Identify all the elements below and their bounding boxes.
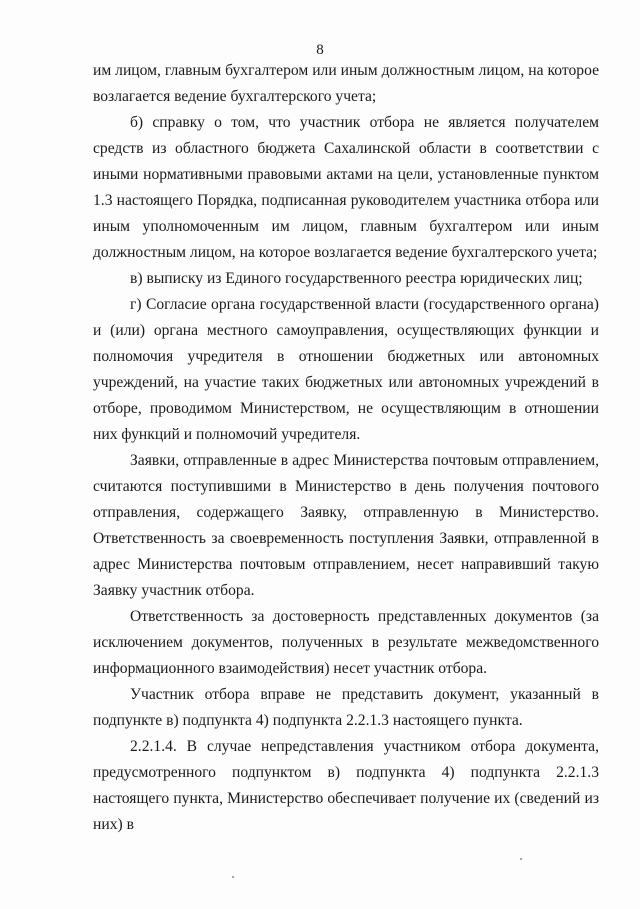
scan-speck [232, 876, 234, 878]
page-number: 8 [316, 42, 324, 58]
document-body [93, 58, 599, 838]
paragraph-item-g: г) Согласие органа государственной власти (государственного органа) и (или) органа местного самоуправления, осуществляющих функции и полномочия учредителя в отношении бюджетных или автономных учреждений, на участие таких бюджетных или автономных учреждений в отборе, проводимом Министерством, не осуществляющим в отношении них функций и полномочий учредителя. [93, 296, 599, 443]
paragraph-item-b: б) справку о том, что участник отбора не является получателем средств из областного бюджета Сахалинской области в соответствии с иными нормативными правовыми актами на цели, установленные пунктом 1.3 настоящего Порядка, подписанная руководителем участника отбора или иным уполномоченным им лицом, главным бухгалтером или иным должностным лицом, на которое возлагается ведение бухгалтерского учета; [93, 114, 599, 261]
paragraph-participant-right: Участник отбора вправе не представить документ, указанный в подпункте в) подпункта 4) подпункта 2.2.1.3 настоящего пункта. [93, 686, 599, 729]
paragraph-responsibility: Ответственность за достоверность представленных документов (за исключением документов, полученных в результате межведомственного информационного взаимодействия) несет участник отбора. [93, 608, 599, 677]
scan-speck [520, 858, 522, 860]
paragraph-2-2-1-4: 2.2.1.4. В случае непредставления участником отбора документа, предусмотренного подпунктом в) подпункта 4) подпункта 2.2.1.3 настоящего пункта, Министерство обеспечивает получение их (сведений из них) в [93, 738, 599, 833]
paragraph-item-v: в) выписку из Единого государственного реестра юридических лиц; [130, 270, 583, 287]
paragraph-continuation: им лицом, главным бухгалтером или иным должностным лицом, на которое возлагается ведение бухгалтерского учета; [93, 62, 599, 105]
paragraph-postal-applications: Заявки, отправленные в адрес Министерства почтовым отправлением, считаются поступившими в Министерство в день получения почтового отправления, содержащего Заявку, отправленную в Министерство. Ответственность за своевременность поступления Заявки, отправленной в адрес Министерства почтовым отправлением, несет направивший такую Заявку участник отбора. [93, 452, 599, 599]
